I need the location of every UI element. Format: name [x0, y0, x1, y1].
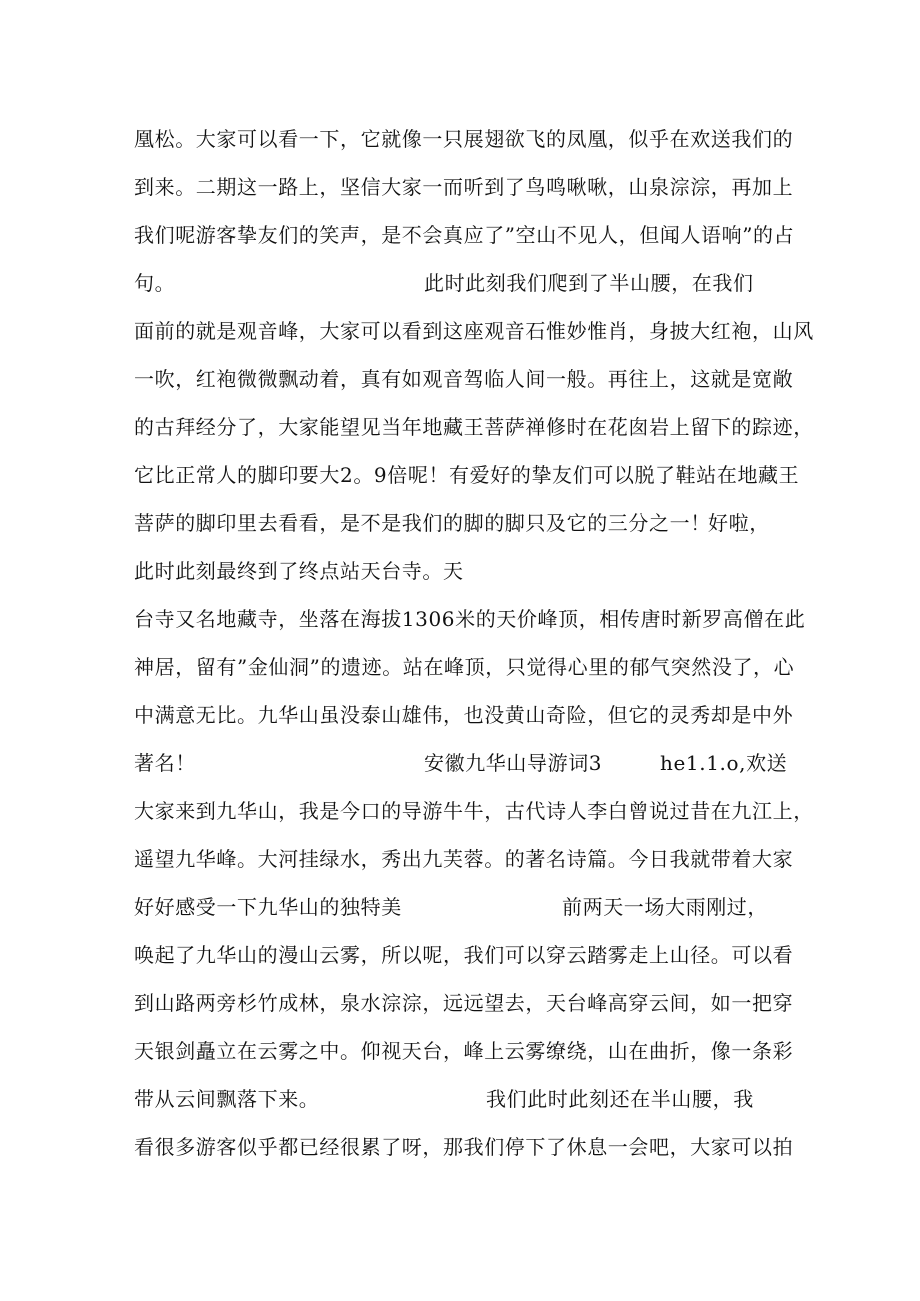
text-segment: 一吹，红袍微微飘动着，真有如观音驾临人间一般。再往上，这就是宽敞 — [134, 367, 794, 391]
text-line — [134, 842, 794, 876]
text-segment: 著名！ — [134, 751, 196, 775]
text-line — [134, 218, 794, 252]
text-line — [134, 410, 814, 444]
text-segment: 到来。二期这一路上，坚信大家一而听到了鸟鸣啾啾，山泉淙淙，再加上 — [134, 175, 794, 199]
text-line — [134, 746, 794, 780]
text-line — [134, 122, 794, 156]
text-line — [134, 1034, 794, 1068]
text-segment: 前两天一场大雨刚过， — [562, 895, 768, 919]
text-segment: 凰松。大家可以看一下，它就像一只展翅欲飞的凤凰，似乎在欢送我们的 — [134, 127, 794, 151]
text-line — [134, 938, 794, 972]
text-line — [134, 794, 814, 828]
text-segment: 中满意无比。九华山虽没泰山雄伟，也没黄山奇险，但它的灵秀却是中外 — [134, 703, 794, 727]
text-segment: 我们此时此刻还在半山腰，我 — [486, 1087, 754, 1111]
text-line — [134, 170, 794, 204]
text-line — [134, 1130, 794, 1164]
text-line — [134, 698, 794, 732]
text-segment: 菩萨的脚印里去看看，是不是我们的脚的脚只及它的三分之一！ — [134, 511, 711, 535]
text-line — [134, 554, 794, 588]
text-segment: 安徽九华山导游词3 — [424, 751, 603, 775]
text-line — [134, 602, 806, 636]
text-segment: 到山路两旁杉竹成林，泉水淙淙，远远望去，天台峰高穿云间，如一把穿 — [134, 991, 794, 1015]
text-segment: 天银剑矗立在云雾之中。仰视天台，峰上云雾缭绕，山在曲折，像一条彩 — [134, 1039, 794, 1063]
text-segment: 神居，留有”金仙洞”的遗迹。站在峰顶，只觉得心里的郁气突然没了，心 — [134, 655, 795, 679]
text-segment: 好好感受一下九华山的独特美 — [134, 895, 402, 919]
text-line — [134, 266, 794, 300]
text-segment: 此时此刻我们爬到了半山腰，在我们 — [424, 271, 754, 295]
text-line — [134, 362, 794, 396]
text-segment: 大家来到九华山，我是今口的导游牛牛，古代诗人李白曾说过昔在九江上， — [134, 799, 814, 823]
text-line — [134, 1082, 794, 1116]
text-segment: 带从云间飘落下来。 — [134, 1087, 320, 1111]
text-line — [134, 650, 794, 684]
text-segment: 面前的就是观音峰，大家可以看到这座观音石惟妙惟肖，身披大红袍，山风 — [134, 319, 814, 343]
text-segment: 此时此刻最终到了终点站天台寺。天 — [134, 559, 464, 583]
text-line — [134, 506, 794, 540]
text-line — [134, 314, 814, 348]
text-segment: 我们呢游客挚友们的笑声，是不会真应了”空山不见人，但闻人语响”的占 — [134, 223, 795, 247]
text-segment: he1.1.o,欢送 — [660, 751, 788, 775]
text-segment: 唤起了九华山的漫山云雾，所以呢，我们可以穿云踏雾走上山径。可以看 — [134, 943, 794, 967]
text-line — [134, 890, 794, 924]
text-segment: 遥望九华峰。大河挂绿水，秀出九芙蓉。的著名诗篇。今日我就带着大家 — [134, 847, 794, 871]
text-segment: 台寺又名地藏寺，坐落在海拔1306米的天价峰顶，相传唐时新罗高僧在此 — [134, 607, 806, 631]
text-segment: 好啦， — [708, 511, 770, 535]
text-line — [134, 986, 794, 1020]
text-segment: 的古拜经分了，大家能望见当年地藏王菩萨禅修时在花囱岩上留下的踪迹， — [134, 415, 814, 439]
text-segment: 它比正常人的脚印要大2。9倍呢！有爱好的挚友们可以脱了鞋站在地藏王 — [134, 463, 800, 487]
text-line — [134, 458, 800, 492]
text-segment: 句。 — [134, 271, 176, 295]
text-segment: 看很多游客似乎都已经很累了呀，那我们停下了休息一会吧，大家可以拍 — [134, 1135, 794, 1159]
